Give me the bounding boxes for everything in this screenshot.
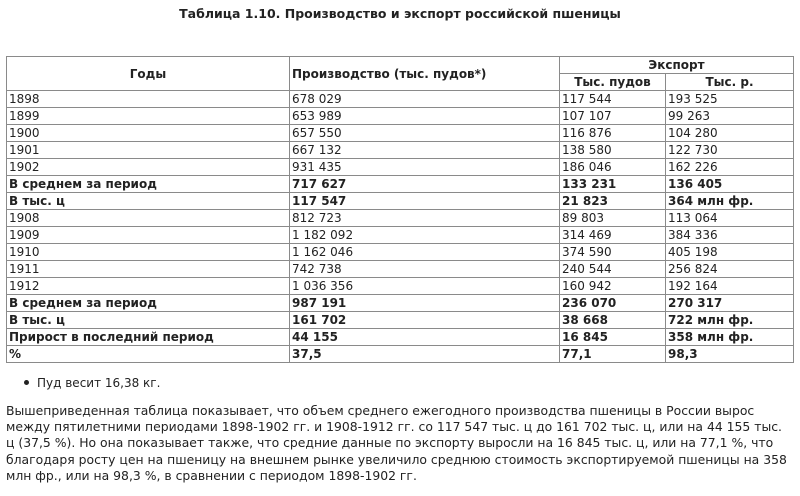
cell-export-poods: 240 544 (560, 261, 666, 278)
table-row (7, 227, 794, 244)
table-row (7, 346, 794, 363)
cell-year: 1912 (7, 278, 290, 295)
cell-export-rub: 98,3 (666, 346, 794, 363)
cell-year: % (7, 346, 290, 363)
header-export-rub: Тыс. р. (666, 74, 794, 91)
cell-production: 812 723 (290, 210, 560, 227)
cell-export-rub: 384 336 (666, 227, 794, 244)
table-title: Таблица 1.10. Производство и экспорт российской пшеницы (179, 6, 621, 21)
cell-export-poods: 107 107 (560, 108, 666, 125)
table-row (7, 91, 794, 108)
cell-year: 1899 (7, 108, 290, 125)
cell-export-poods: 77,1 (560, 346, 666, 363)
table-row (7, 278, 794, 295)
cell-export-rub: 122 730 (666, 142, 794, 159)
table-row (7, 312, 794, 329)
cell-export-rub: 270 317 (666, 295, 794, 312)
cell-production: 44 155 (290, 329, 560, 346)
cell-production: 161 702 (290, 312, 560, 329)
cell-export-rub: 405 198 (666, 244, 794, 261)
cell-year: В тыс. ц (7, 312, 290, 329)
cell-year: В тыс. ц (7, 193, 290, 210)
cell-year: Прирост в последний период (7, 329, 290, 346)
cell-export-poods: 236 070 (560, 295, 666, 312)
cell-export-poods: 38 668 (560, 312, 666, 329)
table-row (7, 261, 794, 278)
table-row (7, 193, 794, 210)
body-paragraph: Вышеприведенная таблица показывает, что объем среднего ежегодного производства пшеницы в России вырос между пятилетними периодами 1898-1902 гг. и 1908-1912 гг. со 117 547 тыс. ц до 161 702 тыс. ц, или на 44 155 тыс. ц (37,5 %). Но она показывает также, что средние данные по экспорту выросли на 16 845 тыс. ц, или на 77,1 %, что благодаря росту цен на пшеницу на внешнем рынке увеличило среднюю стоимость экспортируемой пшеницы на 358 млн фр., или на 98,3 %, в сравнении с периодом 1898-1902 гг. (6, 403, 787, 483)
table-row (7, 159, 794, 176)
header-export: Экспорт (560, 57, 794, 74)
cell-export-poods: 89 803 (560, 210, 666, 227)
cell-export-rub: 364 млн фр. (666, 193, 794, 210)
cell-export-rub: 193 525 (666, 91, 794, 108)
cell-export-rub: 162 226 (666, 159, 794, 176)
cell-export-rub: 136 405 (666, 176, 794, 193)
cell-export-rub: 722 млн фр. (666, 312, 794, 329)
footnote (24, 375, 160, 391)
cell-export-rub: 192 164 (666, 278, 794, 295)
cell-production: 1 162 046 (290, 244, 560, 261)
cell-production: 931 435 (290, 159, 560, 176)
table-row (7, 108, 794, 125)
header-years: Годы (7, 57, 290, 91)
cell-production: 1 182 092 (290, 227, 560, 244)
cell-production: 37,5 (290, 346, 560, 363)
cell-export-poods: 314 469 (560, 227, 666, 244)
cell-production: 742 738 (290, 261, 560, 278)
cell-export-poods: 138 580 (560, 142, 666, 159)
table-row (7, 295, 794, 312)
cell-year: 1900 (7, 125, 290, 142)
cell-export-poods: 374 590 (560, 244, 666, 261)
table-row (7, 176, 794, 193)
cell-year: 1910 (7, 244, 290, 261)
cell-export-rub: 358 млн фр. (666, 329, 794, 346)
table-row (7, 210, 794, 227)
header-export-poods: Тыс. пудов (560, 74, 666, 91)
cell-year: 1911 (7, 261, 290, 278)
table-row (7, 125, 794, 142)
footnote-text: Пуд весит 16,38 кг. (37, 376, 161, 390)
cell-production: 117 547 (290, 193, 560, 210)
cell-export-poods: 186 046 (560, 159, 666, 176)
cell-export-rub: 99 263 (666, 108, 794, 125)
cell-year: В среднем за период (7, 295, 290, 312)
cell-year: В среднем за период (7, 176, 290, 193)
cell-export-poods: 160 942 (560, 278, 666, 295)
cell-year: 1908 (7, 210, 290, 227)
cell-export-poods: 16 845 (560, 329, 666, 346)
cell-production: 717 627 (290, 176, 560, 193)
cell-production: 667 132 (290, 142, 560, 159)
table-row (7, 142, 794, 159)
cell-production: 678 029 (290, 91, 560, 108)
cell-export-poods: 116 876 (560, 125, 666, 142)
cell-export-rub: 256 824 (666, 261, 794, 278)
header-production: Производство (тыс. пудов*) (290, 57, 560, 91)
cell-year: 1902 (7, 159, 290, 176)
cell-year: 1901 (7, 142, 290, 159)
cell-export-poods: 133 231 (560, 176, 666, 193)
cell-production: 653 989 (290, 108, 560, 125)
cell-year: 1898 (7, 91, 290, 108)
cell-year: 1909 (7, 227, 290, 244)
wheat-table (6, 56, 794, 363)
table-row (7, 329, 794, 346)
cell-export-poods: 21 823 (560, 193, 666, 210)
cell-production: 1 036 356 (290, 278, 560, 295)
cell-export-poods: 117 544 (560, 91, 666, 108)
bullet-icon (24, 380, 29, 385)
table-row (7, 244, 794, 261)
cell-production: 657 550 (290, 125, 560, 142)
cell-export-rub: 113 064 (666, 210, 794, 227)
cell-production: 987 191 (290, 295, 560, 312)
cell-export-rub: 104 280 (666, 125, 794, 142)
